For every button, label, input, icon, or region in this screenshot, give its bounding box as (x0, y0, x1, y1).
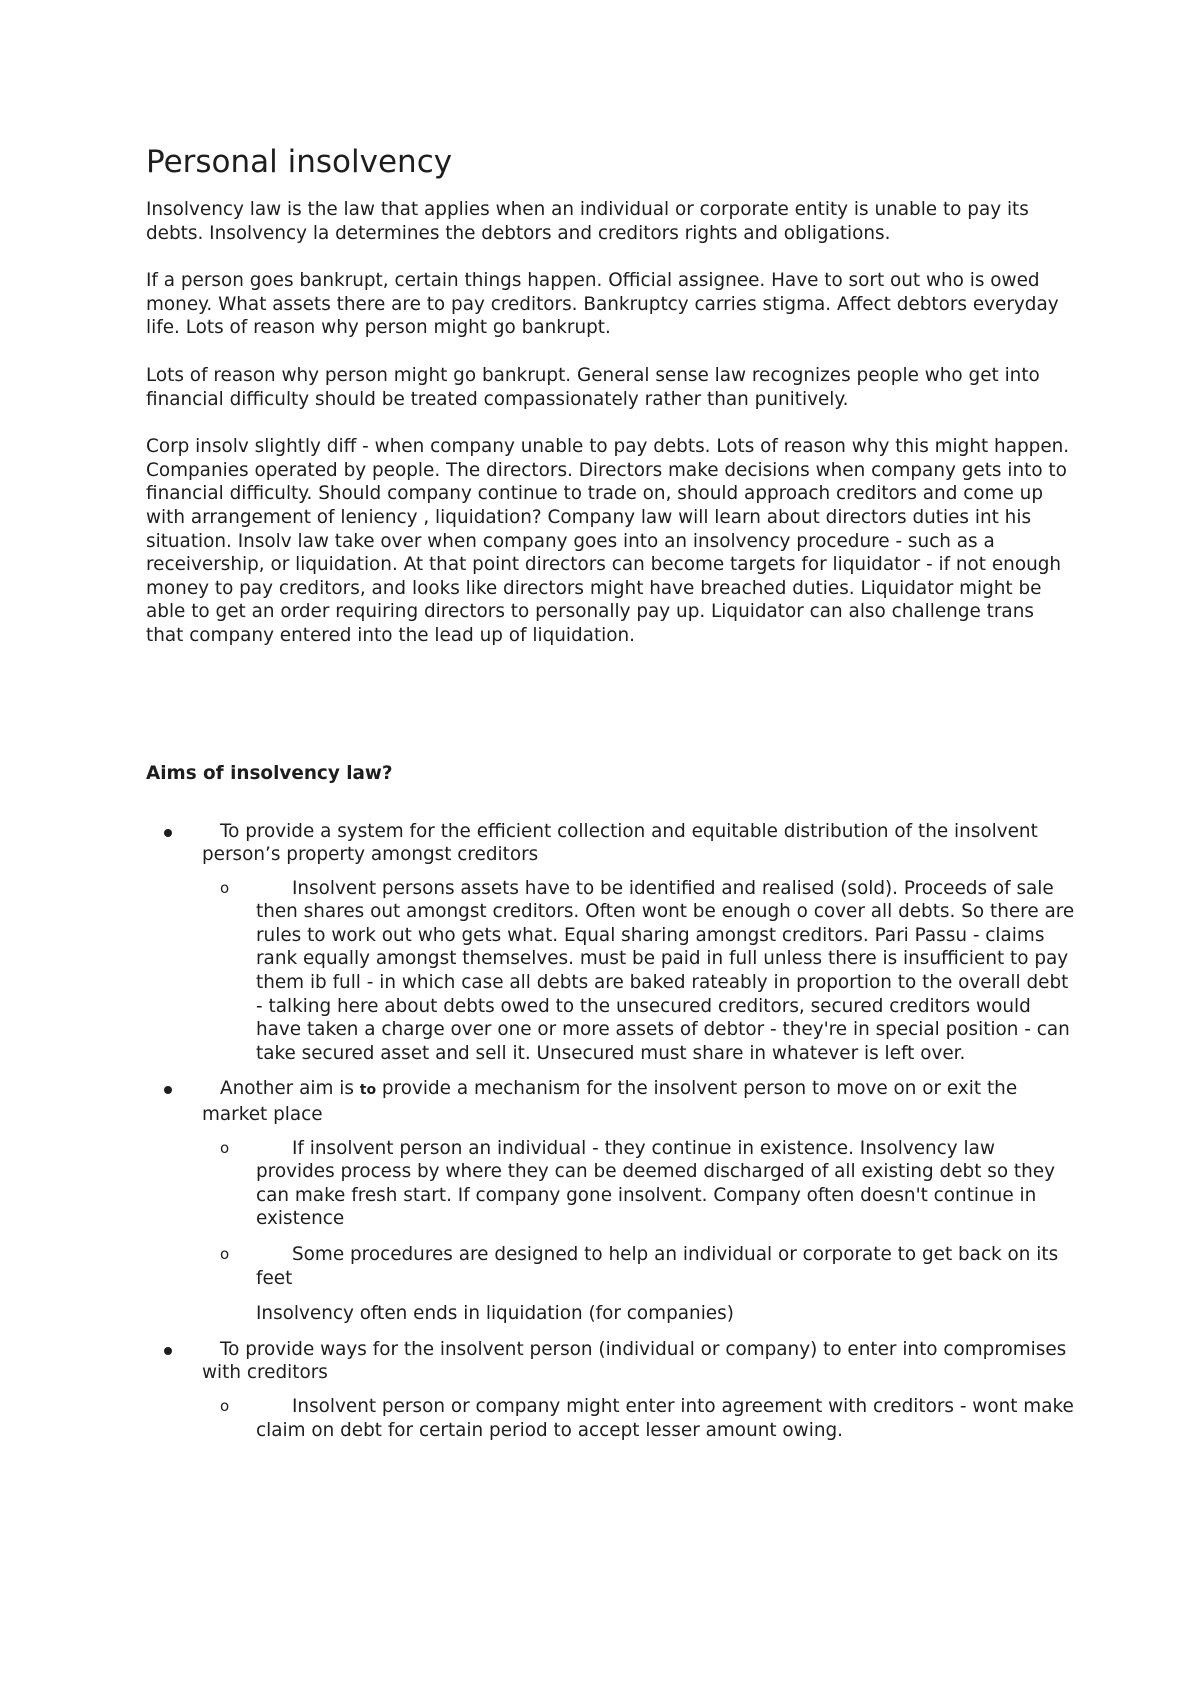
circle-bullet-icon: o (220, 1396, 230, 1415)
aim-text: To provide ways for the insolvent person (individual or company) to enter into compromises with creditors (202, 1338, 1067, 1384)
aim-item-1 (146, 820, 1076, 1066)
paragraph-corporate: Corp insolv slightly diff - when company unable to pay debts. Lots of reason why this might happen. Companies operated by people. The directors. Directors make decisions when company gets into to financial difficulty. Should company continue to trade on, should approach creditors and come up with arrangement of leniency , liquidation? Company law will learn about directors duties int his situation. Insolv law take over when company goes into an insolvency procedure - such as a receivership, or liquidation. At that point directors can become targets for liquidator - if not enough money to pay creditors, and looks like directors might have breached duties. Liquidator might be able to get an order requiring directors to personally pay up. Liquidator can also challenge trans that company entered into the lead up of liquidation. (146, 436, 1070, 646)
page-title: Personal insolvency (146, 144, 453, 180)
sub-item-text: Some procedures are designed to help an individual or corporate to get back on its feet (256, 1244, 1059, 1289)
bullet-icon (164, 1347, 172, 1355)
bullet-icon (164, 829, 172, 837)
paragraph-intro: Insolvency law is the law that applies when an individual or corporate entity is unable to pay its debts. Insolvency la determines the debtors and creditors rights and obligations. (146, 199, 1029, 244)
aim-sub-list (202, 1137, 1076, 1291)
bullet-icon (164, 1086, 172, 1094)
aim-item-2 (146, 1077, 1076, 1325)
sub-item (202, 1137, 1076, 1231)
paragraph-bankrupt: If a person goes bankrupt, certain things happen. Official assignee. Have to sort out who is owed money. What assets there are to pay creditors. Bankruptcy carries stigma. Affect debtors everyday life. Lots of reason why person might go bankrupt. (146, 270, 1059, 339)
aim-item-3 (146, 1338, 1076, 1442)
aim-text: To provide a system for the efficient collection and equitable distribution of the insolvent person’s property amongst creditors (202, 820, 1038, 866)
sub-item-text: Insolvent persons assets have to be identified and realised (sold). Proceeds of sale then shares out amongst creditors. Often wont be enough o cover all debts. So there are rules to work out who gets what. Equal sharing amongst creditors. Pari Passu - claims rank equally amongst themselves. must be paid in full unless there is insufficient to pay them ib full - in which case all debts are baked rateably in proportion to the overall debt - talking here about debts owed to the unsecured creditors, secured creditors would have taken a charge over one or more assets of debtor - they're in special position - can take secured asset and sell it. Unsecured must share in whatever is left over. (256, 877, 1075, 1064)
circle-bullet-icon: o (220, 1138, 230, 1157)
aim-text (202, 1077, 1076, 1126)
sub-item (202, 877, 1076, 1066)
document-body (146, 142, 1076, 1454)
spacer (146, 672, 1076, 762)
sub-item-text: Insolvent person or company might enter into agreement with creditors - wont make claim on debt for certain period to accept lesser amount owing. (256, 1395, 1074, 1441)
aim-sub-list (202, 877, 1076, 1066)
circle-bullet-icon: o (220, 1245, 230, 1263)
aim-note: Insolvency often ends in liquidation (for companies) (256, 1303, 734, 1325)
sub-item (202, 1243, 1076, 1290)
aim-text-small: to (359, 1082, 377, 1099)
aim-text-after: provide a mechanism for the insolvent person to move on or exit the market place (202, 1078, 1018, 1126)
paragraph-compassion: Lots of reason why person might go bankrupt. General sense law recognizes people who get into financial difficulty should be treated compassionately rather than punitively. (146, 364, 1040, 410)
sub-item-text: If insolvent person an individual - they continue in existence. Insolvency law provides process by where they can be deemed discharged of all existing debt so they can make fresh start. If company gone insolvent. Company often doesn't continue in existence (256, 1137, 1055, 1230)
section-heading: Aims of insolvency law? (146, 762, 393, 784)
sub-item (202, 1395, 1076, 1442)
circle-bullet-icon: o (220, 878, 230, 897)
aim-sub-list (202, 1395, 1076, 1442)
aims-list (146, 820, 1076, 1443)
aim-text-before: Another aim is (220, 1078, 360, 1100)
